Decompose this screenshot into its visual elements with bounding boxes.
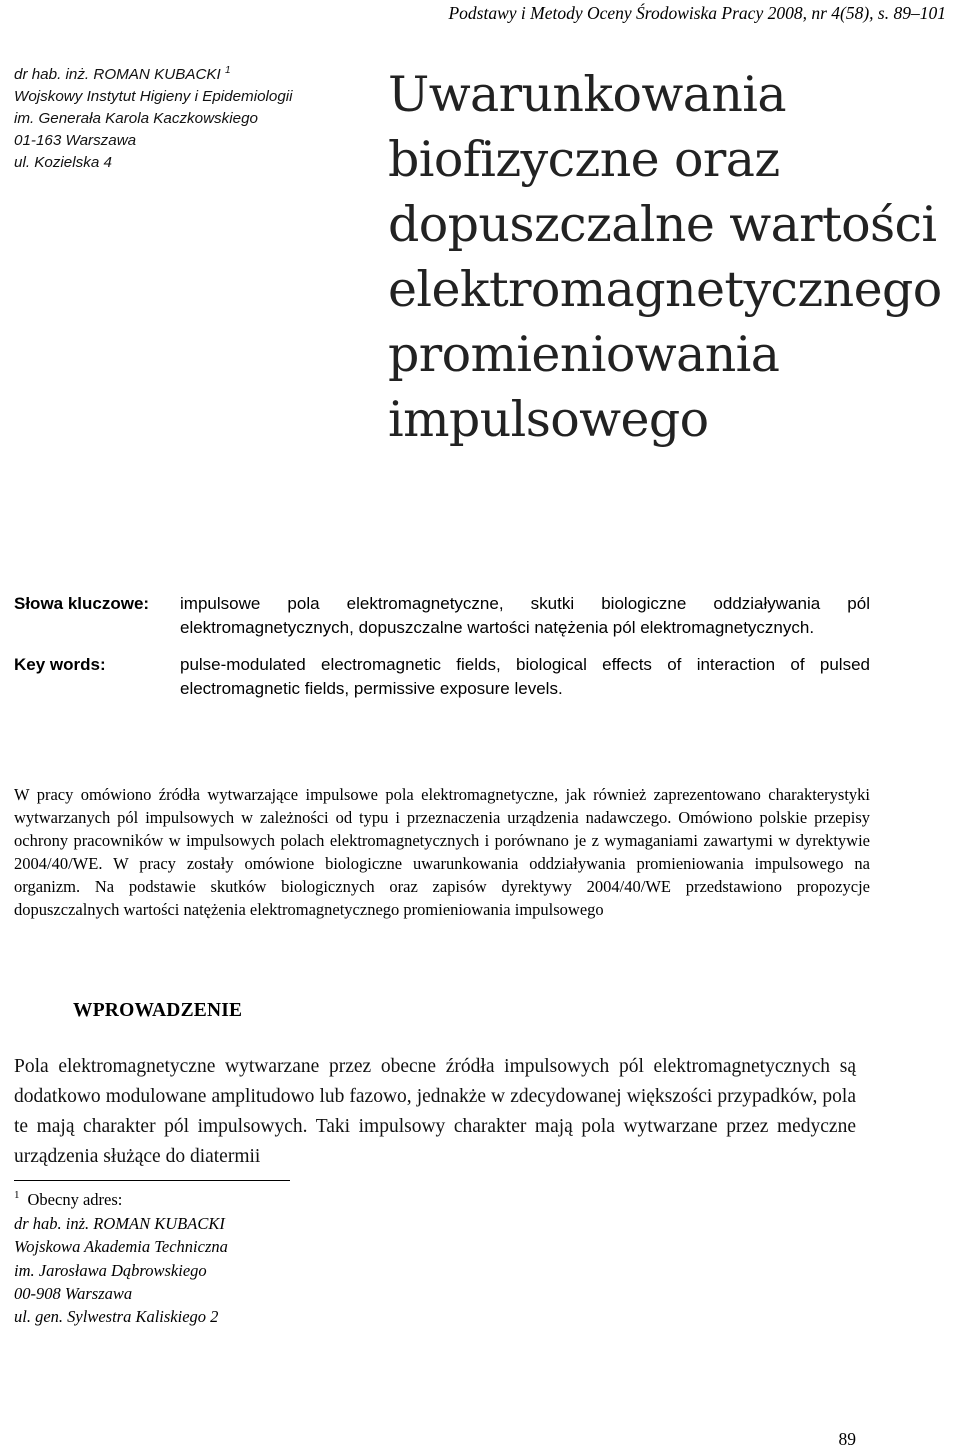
address-line: Wojskowa Akademia Techniczna (14, 1237, 228, 1257)
footnote-divider (14, 1180, 290, 1181)
abstract: W pracy omówiono źródła wytwarzające impulsowe pola elektromagnetyczne, jak również zaprezentowano charakterystyki wytwarzanych pól impulsowych w zależności od typu i przeznaczenia urządzenia nadawczego. Omówiono polskie przepisy ochrony pracowników w impulsowych polach elektromagnetycznych i porównano je z wymaganiami zawartymi w dyrektywie 2004/40/WE. W pracy zostały omówione biologiczne uwarunkowania oddziaływania promieniowania impulsowego na organizm. Na podstawie skutków biologicznych oraz zapisów dyrektywy 2004/40/WE przedstawiono propozycje dopuszczalnych wartości natężenia elektromagnetycznego promieniowania impulsowego (14, 785, 870, 919)
affiliation-line: im. Generała Karola Kaczkowskiego (14, 110, 258, 127)
footnote-address (14, 1212, 414, 1328)
keywords-pl-label: Słowa kluczowe: (14, 594, 150, 613)
title-line: elektromagnetycznego (388, 261, 942, 318)
title-line: dopuszczalne wartości (388, 196, 937, 253)
title-line: impulsowego (388, 391, 709, 448)
author-block (14, 64, 364, 174)
intro-paragraph: Pola elektromagnetyczne wytwarzane przez obecne źródła impulsowych pól elektromagnetycznych są dodatkowo modulowane amplitudowo lub fazowo, jednakże w zdecydowanej większości przypadków, pola te mają charakter pól impulsowych. Taki impulsowy charakter mają pola wytwarzane przez medyczne urządzenia służące do diatermii (14, 1056, 856, 1167)
keywords-en-text: pulse-modulated electromagnetic fields, biological effects of interaction of pulsed electromagnetic fields, permissive exposure levels. (180, 655, 870, 698)
running-head: Podstawy i Metody Oceny Środowiska Pracy 2008, nr 4(58), s. 89–101 (448, 3, 946, 23)
keywords-en-label: Key words: (14, 655, 106, 674)
title-line: Uwarunkowania (388, 66, 786, 123)
address-line: ul. gen. Sylwestra Kaliskiego 2 (14, 1307, 219, 1327)
affiliation-line: Wojskowy Instytut Higieny i Epidemiologii (14, 88, 293, 105)
section-heading: WPROWADZENIE (73, 1000, 243, 1021)
affiliation-line: ul. Kozielska 4 (14, 154, 112, 171)
address-line: im. Jarosława Dąbrowskiego (14, 1260, 207, 1280)
paper-title (388, 62, 948, 452)
address-line: dr hab. inż. ROMAN KUBACKI (14, 1214, 225, 1233)
footnote-mark: 1 (14, 1189, 20, 1201)
keywords-pl-text: impulsowe pola elektromagnetyczne, skutki biologiczne oddziaływania pól elektromagnetycznych, dopuszczalne wartości natężenia pól elektromagnetycznych. (180, 594, 870, 637)
affiliation-line: 01-163 Warszawa (14, 132, 137, 149)
title-line: biofizyczne oraz (388, 131, 780, 188)
address-line: 00-908 Warszawa (14, 1283, 133, 1303)
author-footnote-mark: 1 (225, 65, 231, 76)
title-line: promieniowania (388, 326, 780, 383)
author-name: dr hab. inż. ROMAN KUBACKI $^1$ (14, 65, 231, 83)
page-number: 89 (838, 1429, 856, 1449)
footnote-label: $^1$ Obecny adres: (14, 1189, 123, 1209)
